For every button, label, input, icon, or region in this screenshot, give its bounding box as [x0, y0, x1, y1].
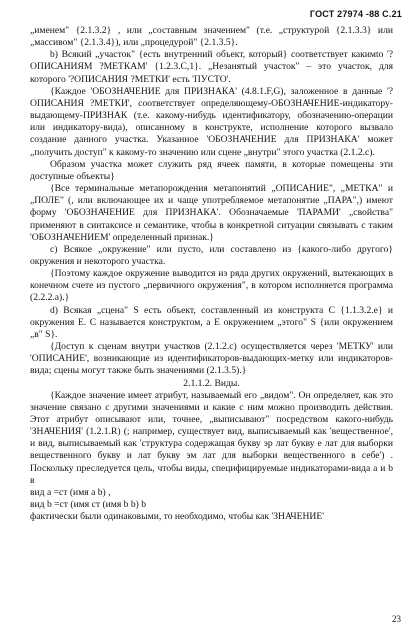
section-heading-modes: 2.1.1.2. Виды. — [183, 377, 240, 389]
paragraph-value-kinds: „именем" {2.1.3.2} , или „составным значением" (т.е. „структурой {2.1.3.3} или „массивом" {2.1.3.4}), или „процедурой" {2.1.3.5}. — [30, 25, 393, 49]
standard-header: ГОСТ 27974 -88 С.21 — [309, 9, 402, 19]
paragraph-mode-attribute: {Каждое значение имеет атрибут, называемый его „видом". Он определяет, как это значение связано с другими значениями и какие с ним можно производить действия. Этот атрибут описывают или, точнее, „выписывают" посредством какого-нибудь 'ЗНАЧЕНИЯ' (1.2.1.R) (; например, существует вид, выписываемый как 'вещественное', и вид, выписываемый как 'структура содержащая букву эр лат букву е лат для выборки вещественного букву и лат букву эм лат для выборки вещественного в себе') . Поскольку преследуется цель, чтобы виды, специфицируемые индикаторами-вида a и b в — [30, 389, 393, 486]
paragraph-c-environment: c) Всякое „окружение" или пусто, или составлено из {какого-либо другого} окружения и некоторого участка. — [30, 243, 393, 267]
page-number: 23 — [392, 614, 401, 624]
paragraph-designation: {Каждое 'ОБОЗНАЧЕНИЕ для ПРИЗНАКА' (4.8.1.F,G), заложенное в данные '?ОПИСАНИЯ ?МЕТКИ', соответствует определяющему-ОБОЗНАЧЕНИЕ-индикатору-выдающему-ПРИЗНАК (т.е. какому-нибудь идентификатору, обозначению-операции или индикатору-вида), описанному в конструкте, исполнение которого вызвало создание данного участка. Указанное 'ОБОЗНАЧЕНИЕ для ПРИЗНАКА' может „получить доступ" к какому-то значению или сцене „внутри" этого участка (2.1.2.c). — [30, 85, 393, 158]
paragraph-scene-access: {Доступ к сценам внутри участков (2.1.2.c) осуществляется через 'МЕТКУ' или 'ОПИСАНИЕ', возникающие из идентификаторов-выдающих-метку или индикаторов-вида; сцены могут также быть значениями (2.1.3.5).} — [30, 341, 393, 377]
paragraph-section-image: Образом участка может служить ряд ячеек памяти, в которые помещены эти доступные объекты} — [30, 158, 393, 182]
paragraph-terminal-metaproductions: {Все терминальные метапорождения метапонятий „ОПИСАНИЕ", „МЕТКА" и „ПОЛЕ" (, или включающее их и чаще употребляемое метапонятие „ПАРА",) имеют форму 'ОБОЗНАЧЕНИЕ для ПРИЗНАКА'. Обозначаемые 'ПАРАМИ' „свойства" применяют в синтаксисе и семантике, чтобы в конкретной ситуации связывать с таким 'ОБОЗНАЧЕНИЕМ' определенный признак.} — [30, 183, 393, 243]
paragraph-b-section: b) Всякий „участок" {есть внутренний объект, который} соответствует какимto '?ОПИСАНИЯМ ?МЕТКАМ' {1.2.3.С,1}. „Незанятый участок" – это участок, для которого '?ОПИСАНИЯ ?МЕТКИ' есть 'ПУСТО'. — [30, 49, 393, 85]
formula-mode-b: вид b =ст (имя ст (имя b b) b — [30, 499, 147, 511]
paragraph-continuation: фактически были одинаковыми, то необходимо, чтобы как 'ЗНАЧЕНИЕ' — [30, 511, 324, 523]
formula-mode-a: вид a =ст (имя а b) , — [30, 486, 111, 498]
document-body — [30, 25, 393, 523]
paragraph-primal-environment: {Поэтому каждое окружение выводится из ряда других окружений, вытекающих в конечном счете из пустого „первичного окружения", в котором исполняется программа (2.2.2.a).} — [30, 268, 393, 304]
paragraph-d-scene: d) Всякая „сцена" S есть объект, составленный из конструкта С {1.1.3.2.е} и окружения Е. С называется конструктом, а Е окружением „этого" S {или окружением „в" S}. — [30, 304, 393, 340]
